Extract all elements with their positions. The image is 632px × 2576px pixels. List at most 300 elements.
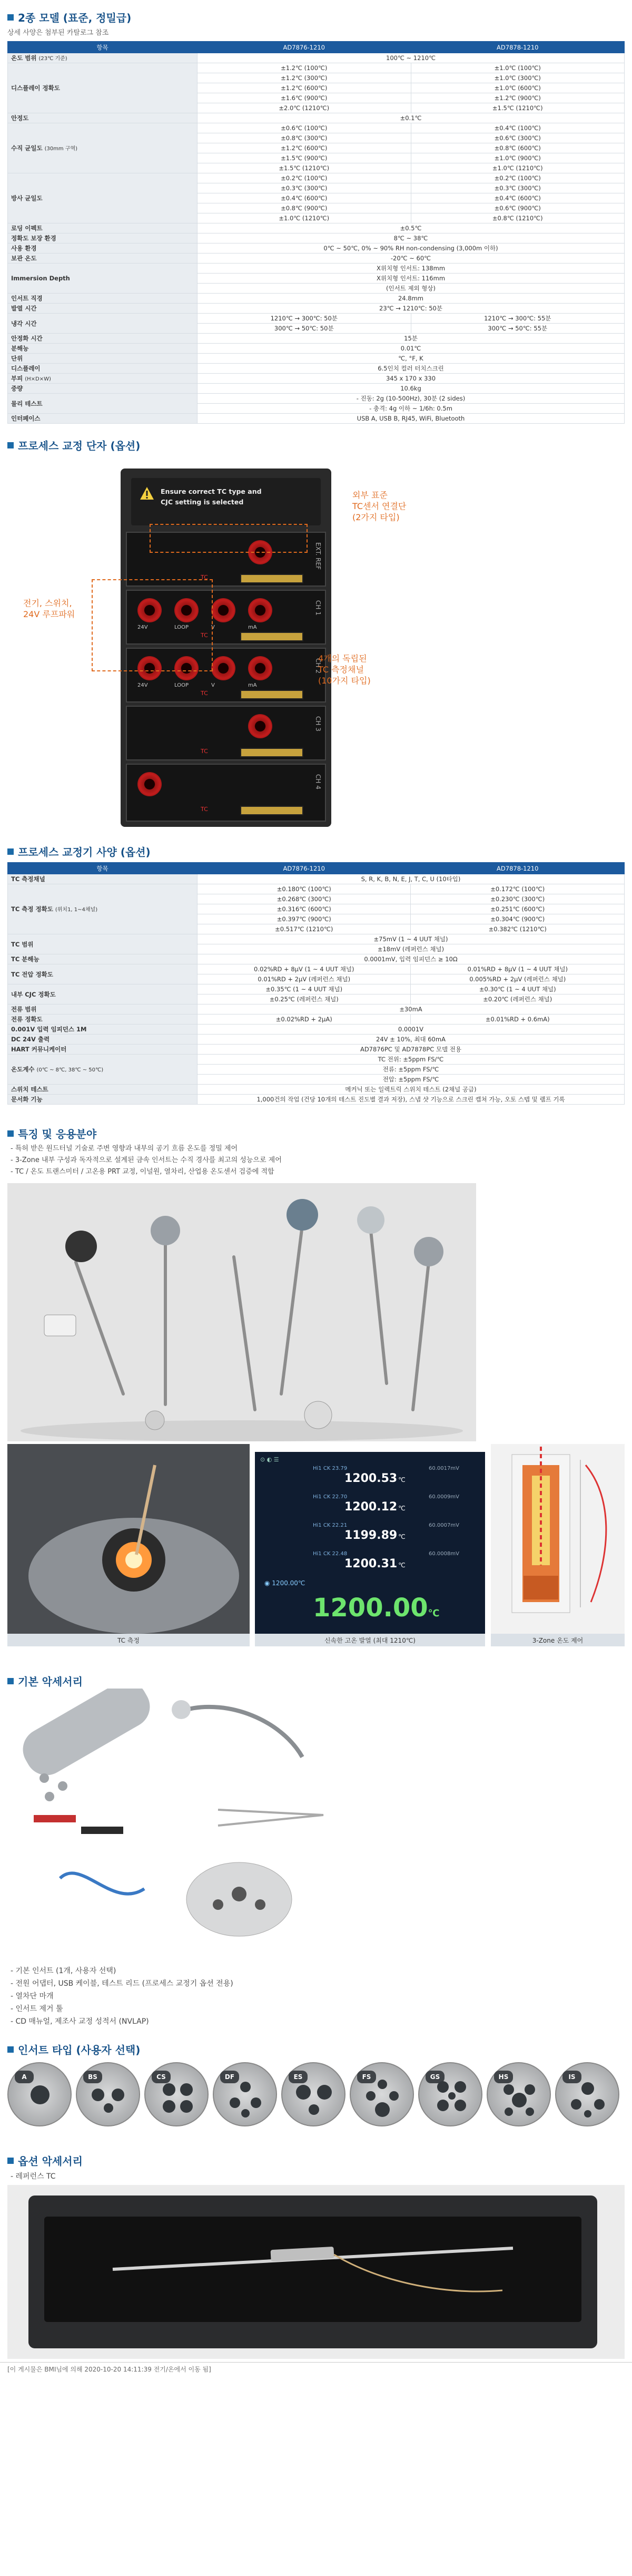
table-cell: ±0.6℃ (900℃) bbox=[411, 203, 625, 213]
row-label: 온도계수 (0℃ ~ 8℃, 38℃ ~ 50℃) bbox=[8, 1055, 197, 1085]
slot-label: CH 1 bbox=[314, 600, 322, 616]
dash-box-ref bbox=[150, 524, 308, 553]
section-title: 프로세스 교정 단자 (옵션) bbox=[18, 440, 141, 452]
table-cell: ±0.02%RD + 2μA) bbox=[197, 1014, 411, 1024]
section-features-heading bbox=[0, 1126, 632, 1141]
bullet-icon bbox=[7, 14, 14, 21]
table-cell: ±1.0℃ (1210℃) bbox=[197, 213, 411, 223]
table-cell: ±1.5℃ (1210℃) bbox=[411, 103, 625, 113]
insert-hole bbox=[455, 2100, 466, 2111]
table-cell: S, R, K, B, N, E, J, T, C, U (10타입) bbox=[197, 874, 625, 884]
device-screen bbox=[255, 1452, 485, 1634]
table-cell: 23℃ → 1210℃: 50분 bbox=[197, 304, 625, 314]
table-cell: 전류: ±5ppm FS/℃ bbox=[197, 1065, 625, 1075]
table-row bbox=[8, 374, 625, 384]
table-cell: ±0.316℃ (600℃) bbox=[197, 904, 411, 914]
row-label: 문서화 기능 bbox=[8, 1095, 197, 1105]
insert-option[interactable] bbox=[418, 2062, 482, 2126]
terminal-jack[interactable] bbox=[211, 598, 235, 622]
table-row bbox=[8, 1004, 625, 1014]
table-cell: ±0.268℃ (300℃) bbox=[197, 894, 411, 904]
table-cell: 0.01℃ bbox=[197, 344, 625, 354]
table-cell: 전압: ±5ppm FS/℃ bbox=[197, 1075, 625, 1085]
terminal-jack[interactable] bbox=[137, 772, 162, 796]
table-cell: ±0.8℃ (1210℃) bbox=[411, 213, 625, 223]
warning-line-1: Ensure correct TC type and bbox=[161, 487, 262, 495]
table-cell: ±1.0℃ (300℃) bbox=[411, 73, 625, 83]
table-cell: ±0.304℃ (900℃) bbox=[411, 914, 625, 924]
terminal-jack[interactable] bbox=[248, 656, 272, 680]
section-title: 기본 악세서리 bbox=[18, 1675, 83, 1688]
table-cell: ±2.0℃ (1210℃) bbox=[197, 103, 411, 113]
table-row bbox=[8, 223, 625, 233]
table-cell: 0.01%RD + 2μV (레퍼런스 채널) bbox=[197, 974, 411, 984]
channel-ref: 60.0008mV bbox=[429, 1551, 459, 1557]
row-label: DC 24V 출력 bbox=[8, 1035, 197, 1045]
insert-hole bbox=[437, 2100, 449, 2111]
section-options-heading bbox=[0, 2153, 632, 2168]
table-row bbox=[8, 123, 625, 133]
table-row bbox=[8, 233, 625, 243]
callout-line: 전기, 스위치, bbox=[23, 598, 72, 608]
row-label: 보관 온도 bbox=[8, 253, 197, 264]
terminal-jack[interactable] bbox=[248, 714, 272, 738]
table-cell: ±18mV (레퍼런스 채널) bbox=[197, 944, 625, 954]
slot-label: CH 3 bbox=[314, 716, 322, 731]
tc-label: TC bbox=[201, 574, 208, 581]
channel-ref: 60.0007mV bbox=[429, 1523, 459, 1528]
screen-status-bar bbox=[260, 1456, 279, 1463]
insert-types-row bbox=[0, 2057, 632, 2132]
row-label: 방사 균일도 bbox=[8, 173, 197, 223]
channel-reading bbox=[344, 1529, 406, 1542]
table-row bbox=[8, 294, 625, 304]
section-subtitle: 상세 사양은 첨부된 카탈로그 참조 bbox=[7, 29, 109, 37]
table-cell: ±0.4℃ (600℃) bbox=[411, 193, 625, 203]
row-label-note: (위치1, 1~4채널) bbox=[55, 907, 98, 913]
table-cell: USB A, USB B, RJ45, WiFi, Bluetooth bbox=[197, 414, 625, 424]
table-cell: 0℃ ~ 50℃, 0% ~ 90% RH non-condensing (3,000m 이하) bbox=[197, 243, 625, 253]
row-label: 전류 정확도 bbox=[8, 1014, 197, 1024]
insert-code: CS bbox=[152, 2071, 171, 2083]
table-cell: ±1.0℃ (1210℃) bbox=[411, 163, 625, 173]
main-temperature-value: 1200.00 bbox=[313, 1593, 428, 1623]
accessory-item: - 기본 인서트 (1개, 사용자 선택) bbox=[11, 1967, 116, 1975]
table-row bbox=[8, 1014, 625, 1024]
table-row bbox=[8, 394, 625, 404]
tc-connector[interactable] bbox=[240, 748, 303, 757]
table-cell: (인서트 제외 형상) bbox=[197, 284, 625, 294]
insert-hole bbox=[581, 2082, 594, 2095]
table-cell: ±0.01%RD + 0.6mA) bbox=[411, 1014, 625, 1024]
insert-hole bbox=[296, 2085, 311, 2100]
option-list bbox=[0, 2168, 632, 2183]
table-row bbox=[8, 954, 625, 964]
zone-diagram bbox=[491, 1444, 625, 1634]
option-item: - 레퍼런스 TC bbox=[11, 2172, 56, 2181]
section-inserts-heading bbox=[0, 2042, 632, 2057]
section-title: 프로세스 교정기 사양 (옵션) bbox=[18, 846, 151, 858]
model-spec-table bbox=[7, 41, 625, 424]
callout-line: (10가지 타입) bbox=[318, 676, 371, 686]
section-terminal-heading bbox=[0, 437, 632, 453]
table-row bbox=[8, 113, 625, 123]
table-cell: ±1.0℃ (600℃) bbox=[411, 83, 625, 93]
channel-ref: 60.0017mV bbox=[429, 1466, 459, 1471]
channel-tag: Hi1 CK 22.70 bbox=[313, 1494, 348, 1500]
table-cell: ±1.2℃ (600℃) bbox=[197, 83, 411, 93]
jack-label: V bbox=[211, 625, 215, 630]
channel-ref: 60.0009mV bbox=[429, 1494, 459, 1500]
slot-label: CH 2 bbox=[314, 658, 322, 674]
insert-hole bbox=[512, 2093, 527, 2107]
channel-unit: ℃ bbox=[398, 1505, 406, 1512]
table-header-cell: AD7876-1210 bbox=[197, 42, 411, 53]
row-label: 내부 CJC 정확도 bbox=[8, 984, 197, 1004]
insert-hole bbox=[366, 2091, 376, 2101]
channel-reading bbox=[344, 1472, 406, 1485]
table-row bbox=[8, 364, 625, 374]
insert-hole bbox=[240, 2082, 251, 2092]
table-cell: 345 x 170 x 330 bbox=[197, 374, 625, 384]
table-cell: ±0.2℃ (100℃) bbox=[197, 173, 411, 183]
table-row bbox=[8, 414, 625, 424]
insert-code: ES bbox=[289, 2071, 308, 2083]
row-label: TC 분해능 bbox=[8, 954, 197, 964]
jack-label: V bbox=[211, 682, 215, 688]
table-row bbox=[8, 1085, 625, 1095]
table-cell: 100℃ ~ 1210℃ bbox=[197, 53, 625, 63]
row-label: 디스플레이 정확도 bbox=[8, 63, 197, 113]
warning-icon bbox=[140, 486, 154, 500]
insert-hole bbox=[526, 2107, 534, 2116]
row-label: 부피 (H×D×W) bbox=[8, 374, 197, 384]
table-cell: 6.5인치 컬러 터치스크린 bbox=[197, 364, 625, 374]
row-label: 안정도 bbox=[8, 113, 197, 123]
table-cell: - 진동: 2g (10-500Hz), 30분 (2 sides) bbox=[197, 394, 625, 404]
insert-hole bbox=[31, 2085, 50, 2104]
row-label: 단위 bbox=[8, 354, 197, 364]
insert-option[interactable] bbox=[213, 2062, 277, 2126]
caption-fast-heating: 신속한 고온 발열 (최대 1210℃) bbox=[255, 1634, 485, 1646]
feature-item: - TC / 온도 트랜스미터 / 고온용 PRT 교정, 이널원, 열차리, 산업용 온도센서 검증에 적합 bbox=[11, 1168, 274, 1176]
row-label-note: (H×D×W) bbox=[25, 376, 51, 382]
table-cell: TC 전위: ±5ppm FS/℃ bbox=[197, 1055, 625, 1065]
table-cell: ±0.1℃ bbox=[197, 113, 625, 123]
insert-hole bbox=[104, 2103, 113, 2113]
insert-hole bbox=[180, 2083, 193, 2096]
table-cell: 8℃ ~ 38℃ bbox=[197, 233, 625, 243]
table-cell: ℃, °F, K bbox=[197, 354, 625, 364]
insert-hole bbox=[163, 2100, 175, 2113]
table-cell: ±0.4℃ (600℃) bbox=[197, 193, 411, 203]
row-label: 온도 범위 (23℃ 기준) bbox=[8, 53, 197, 63]
table-cell: ±30mA bbox=[197, 1004, 625, 1014]
insert-option[interactable] bbox=[281, 2062, 345, 2126]
row-label: 사용 환경 bbox=[8, 243, 197, 253]
row-label: 인터페이스 bbox=[8, 414, 197, 424]
row-label: 중량 bbox=[8, 384, 197, 394]
table-row bbox=[8, 984, 625, 994]
table-cell: ±0.517℃ (1210℃) bbox=[197, 924, 411, 934]
insert-hole bbox=[448, 2092, 456, 2100]
table-row bbox=[8, 173, 625, 183]
process-spec-table bbox=[7, 862, 625, 1105]
callout-line: 4개의 독립된 bbox=[318, 653, 367, 663]
table-cell: ±0.180℃ (100℃) bbox=[197, 884, 411, 894]
insert-hole bbox=[503, 2084, 514, 2095]
row-label: 수직 균일도 (30mm 구역) bbox=[8, 123, 197, 173]
insert-code: FS bbox=[357, 2071, 376, 2083]
bullet-icon bbox=[7, 1130, 14, 1137]
product-page bbox=[0, 9, 632, 2377]
bullet-icon bbox=[7, 2046, 14, 2053]
table-header-cell: 항목 bbox=[8, 863, 197, 874]
table-row bbox=[8, 934, 625, 944]
channel-unit: ℃ bbox=[398, 1476, 406, 1484]
row-label: 정확도 보장 환경 bbox=[8, 233, 197, 243]
insert-hole bbox=[230, 2097, 240, 2108]
insert-option[interactable] bbox=[350, 2062, 414, 2126]
callout-line: TC 측정채널 bbox=[318, 665, 364, 675]
insert-hole bbox=[378, 2080, 387, 2089]
table-row bbox=[8, 354, 625, 364]
table-cell: ±1.2℃ (100℃) bbox=[197, 63, 411, 73]
row-label: TC 측정채널 bbox=[8, 874, 197, 884]
tc-connector[interactable] bbox=[240, 690, 303, 699]
section-title: 특징 및 응용분야 bbox=[18, 1128, 97, 1140]
table-cell: 0.02%RD + 8μV (1 ~ 4 UUT 채널) bbox=[197, 964, 411, 974]
caption-tc-measure: TC 측정 bbox=[7, 1634, 250, 1646]
table-row bbox=[8, 1095, 625, 1105]
table-cell: ±0.230℃ (300℃) bbox=[411, 894, 625, 904]
section-title: 2종 모델 (표준, 정밀급) bbox=[18, 12, 132, 24]
insert-option[interactable] bbox=[7, 2062, 72, 2126]
insert-code: GS bbox=[426, 2071, 445, 2083]
insert-hole bbox=[594, 2099, 605, 2110]
channel-unit: ℃ bbox=[398, 1533, 406, 1540]
channel-tag: Hi1 CK 22.21 bbox=[313, 1523, 348, 1528]
setpoint-value: 1200.00 bbox=[272, 1579, 298, 1587]
table-cell: 10.6kg bbox=[197, 384, 625, 394]
insert-hole bbox=[92, 2089, 104, 2101]
table-cell: ±0.6℃ (100℃) bbox=[197, 123, 411, 133]
footer-note: [이 게시물은 BMI님에 의해 2020-10-20 14:11:39 전기/온에서 이동 됨] bbox=[0, 2362, 632, 2377]
jack-label: mA bbox=[248, 682, 257, 688]
table-header-row bbox=[8, 42, 625, 53]
table-cell: 300℃ → 50℃: 50분 bbox=[197, 324, 411, 334]
insert-hole bbox=[455, 2081, 466, 2093]
table-row bbox=[8, 1024, 625, 1035]
table-cell: -20℃ ~ 60℃ bbox=[197, 253, 625, 264]
section-title: 옵션 악세서리 bbox=[18, 2155, 83, 2168]
table-cell: 메커닉 또는 일렉트릭 스위치 테스트 (2채널 공급) bbox=[197, 1085, 625, 1095]
bullet-icon bbox=[7, 848, 14, 855]
section-accessories-heading bbox=[0, 1673, 632, 1689]
table-cell: ±0.6℃ (300℃) bbox=[411, 133, 625, 143]
callout-line: (2가지 타입) bbox=[352, 512, 400, 522]
insert-hole bbox=[584, 2110, 591, 2118]
table-cell: ±0.4℃ (100℃) bbox=[411, 123, 625, 133]
insert-option[interactable] bbox=[144, 2062, 209, 2126]
table-cell: 0.005%RD + 2μV (레퍼런스 채널) bbox=[411, 974, 625, 984]
table-row bbox=[8, 964, 625, 974]
insert-hole bbox=[241, 2109, 250, 2118]
table-cell: ±0.8℃ (600℃) bbox=[411, 143, 625, 153]
channel-value: 1199.89 bbox=[344, 1529, 398, 1542]
setpoint-icon: ◉ bbox=[264, 1579, 272, 1587]
section-models-heading bbox=[0, 9, 632, 25]
tc-label: TC bbox=[201, 690, 208, 697]
table-cell: AD7876PC 및 AD7878PC 모델 전용 bbox=[197, 1045, 625, 1055]
table-row bbox=[8, 874, 625, 884]
tc-connector[interactable] bbox=[240, 574, 303, 583]
feature-item: - 특허 받은 원드터널 기술로 주변 영향과 내부의 공기 흐름 온도를 정밀 제어 bbox=[11, 1145, 238, 1153]
table-cell: 0.0001mV, 입력 임피던스 ≥ 10Ω bbox=[197, 954, 625, 964]
sensors-illustration bbox=[7, 1183, 476, 1441]
tc-connector[interactable] bbox=[240, 632, 303, 641]
terminal-jack[interactable] bbox=[211, 656, 235, 680]
insert-option[interactable] bbox=[487, 2062, 551, 2126]
row-label: TC 전압 정확도 bbox=[8, 964, 197, 984]
table-cell: ±1.2℃ (900℃) bbox=[411, 93, 625, 103]
insert-option[interactable] bbox=[76, 2062, 140, 2126]
table-cell: 24.8mm bbox=[197, 294, 625, 304]
row-label: Immersion Depth bbox=[8, 264, 197, 294]
row-label: 안정화 시간 bbox=[8, 334, 197, 344]
table-cell: X위치형 인서트: 116mm bbox=[197, 274, 625, 284]
row-label: HART 커뮤니케이터 bbox=[8, 1045, 197, 1055]
table-row bbox=[8, 1055, 625, 1065]
tc-label: TC bbox=[201, 632, 208, 639]
table-cell: 1210℃ → 300℃: 50분 bbox=[197, 314, 411, 324]
insert-hole bbox=[180, 2100, 193, 2113]
table-row bbox=[8, 63, 625, 73]
table-header-cell: AD7878-1210 bbox=[411, 863, 625, 874]
table-cell: 300℃ → 50℃: 55분 bbox=[411, 324, 625, 334]
jack-label: mA bbox=[248, 625, 257, 630]
table-cell: X위치형 인서트: 138mm bbox=[197, 264, 625, 274]
table-cell: ±0.20℃ (레퍼런스 채널) bbox=[411, 994, 625, 1004]
table-cell: ±0.3℃ (300℃) bbox=[411, 183, 625, 193]
table-cell: ±0.397℃ (900℃) bbox=[197, 914, 411, 924]
channel-value: 1200.31 bbox=[344, 1557, 398, 1570]
table-row bbox=[8, 53, 625, 63]
insert-code: DF bbox=[220, 2071, 239, 2083]
table-cell: 1210℃ → 300℃: 55분 bbox=[411, 314, 625, 324]
row-label-note: (30mm 구역) bbox=[44, 146, 78, 152]
insert-hole bbox=[389, 2091, 399, 2101]
insert-code: HS bbox=[494, 2071, 513, 2083]
table-cell: ±75mV (1 ~ 4 UUT 채널) bbox=[197, 934, 625, 944]
insert-hole bbox=[525, 2084, 535, 2095]
table-header-cell: 항목 bbox=[8, 42, 197, 53]
accessory-item: - 인서트 제거 툴 bbox=[11, 2005, 63, 2013]
wifi-icon: ⊙ ◐ ☰ bbox=[260, 1456, 279, 1463]
terminal-jack[interactable] bbox=[248, 598, 272, 622]
table-cell: ±1.5℃ (1210℃) bbox=[197, 163, 411, 173]
table-cell: 15분 bbox=[197, 334, 625, 344]
furnace-illustration bbox=[7, 1444, 250, 1634]
callout-external-ref bbox=[352, 490, 406, 523]
reference-tc-case-photo bbox=[7, 2185, 625, 2359]
features-list bbox=[0, 1141, 632, 1183]
callout-line: TC센서 연결단 bbox=[352, 501, 407, 511]
sensors-photo bbox=[7, 1183, 476, 1441]
table-cell: 24V ± 10%, 최대 60mA bbox=[197, 1035, 625, 1045]
main-temperature-readout bbox=[313, 1593, 439, 1623]
channel-reading bbox=[344, 1500, 406, 1514]
table-cell: - 충격: 4g 이하 ~ 1/6h: 0.5m bbox=[197, 404, 625, 414]
warning-line-2: CJC setting is selected bbox=[161, 498, 244, 506]
bullet-icon bbox=[7, 2158, 14, 2164]
channel-value: 1200.53 bbox=[344, 1472, 398, 1485]
callout-line: 외부 표준 bbox=[352, 490, 388, 500]
insert-hole bbox=[112, 2089, 124, 2101]
accessories-illustration bbox=[7, 1689, 334, 1963]
table-cell: ±0.35℃ (1 ~ 4 UUT 채널) bbox=[197, 984, 411, 994]
row-label: 스위치 테스트 bbox=[8, 1085, 197, 1095]
table-row bbox=[8, 243, 625, 253]
screen-setpoint bbox=[264, 1579, 305, 1587]
row-label: 물리 테스트 bbox=[8, 394, 197, 414]
table-row bbox=[8, 264, 625, 274]
tc-connector[interactable] bbox=[240, 806, 303, 815]
insert-hole bbox=[571, 2099, 581, 2110]
table-cell: 0.01%RD + 8μV (1 ~ 4 UUT 채널) bbox=[411, 964, 625, 974]
insert-hole bbox=[437, 2081, 449, 2093]
table-row bbox=[8, 1045, 625, 1055]
furnace-photo bbox=[7, 1444, 250, 1634]
feature-item: - 3-Zone 내부 구성과 독자적으로 설계된 금속 인서트는 수직 경사를 최고의 성능으로 제어 bbox=[11, 1156, 282, 1164]
insert-hole bbox=[375, 2102, 390, 2117]
setpoint-unit: ℃ bbox=[298, 1579, 305, 1587]
table-cell: 1,000건의 작업 (건당 10개의 테스트 진도별 결과 저장), 스냅 샷 기능으로 스크린 캡쳐 가능, 오토 스텝 및 램프 기록 bbox=[197, 1095, 625, 1105]
table-row bbox=[8, 1035, 625, 1045]
warning-box bbox=[131, 478, 321, 525]
tc-label: TC bbox=[201, 806, 208, 813]
insert-code: A bbox=[15, 2071, 34, 2083]
table-header-cell: AD7878-1210 bbox=[411, 42, 625, 53]
row-label: TC 범위 bbox=[8, 934, 197, 954]
table-row bbox=[8, 344, 625, 354]
section-title: 인서트 타입 (사용자 선택) bbox=[18, 2044, 141, 2056]
three-zone-illustration bbox=[491, 1444, 625, 1634]
row-label: 분해능 bbox=[8, 344, 197, 354]
jack-label: 24V bbox=[137, 682, 148, 688]
row-label-note: (0℃ ~ 8℃, 38℃ ~ 50℃) bbox=[36, 1067, 104, 1073]
table-cell: ±0.3℃ (300℃) bbox=[197, 183, 411, 193]
row-label-note: (23℃ 기준) bbox=[38, 56, 67, 62]
tc-label: TC bbox=[201, 748, 208, 755]
insert-code: IS bbox=[562, 2071, 581, 2083]
table-cell: ±1.0℃ (100℃) bbox=[411, 63, 625, 73]
accessory-item: - CD 매뉴얼, 제조사 교정 성적서 (NVLAP) bbox=[11, 2017, 149, 2026]
section-process-spec-heading bbox=[0, 844, 632, 859]
row-label: 0.001V 입력 임피던스 1M bbox=[8, 1024, 197, 1035]
slot-label: EXT. REF bbox=[314, 542, 322, 570]
caption-three-zone: 3-Zone 온도 제어 bbox=[491, 1634, 625, 1646]
terminal-panel-figure bbox=[7, 458, 625, 827]
accessories-figure bbox=[0, 1689, 632, 1963]
table-row bbox=[8, 304, 625, 314]
jack-label: LOOP bbox=[174, 682, 189, 688]
terminal-slot bbox=[126, 706, 326, 760]
insert-option[interactable] bbox=[555, 2062, 619, 2126]
table-cell: ±0.8℃ (300℃) bbox=[197, 133, 411, 143]
table-cell: ±0.2℃ (100℃) bbox=[411, 173, 625, 183]
table-cell: ±1.5℃ (900℃) bbox=[197, 153, 411, 163]
